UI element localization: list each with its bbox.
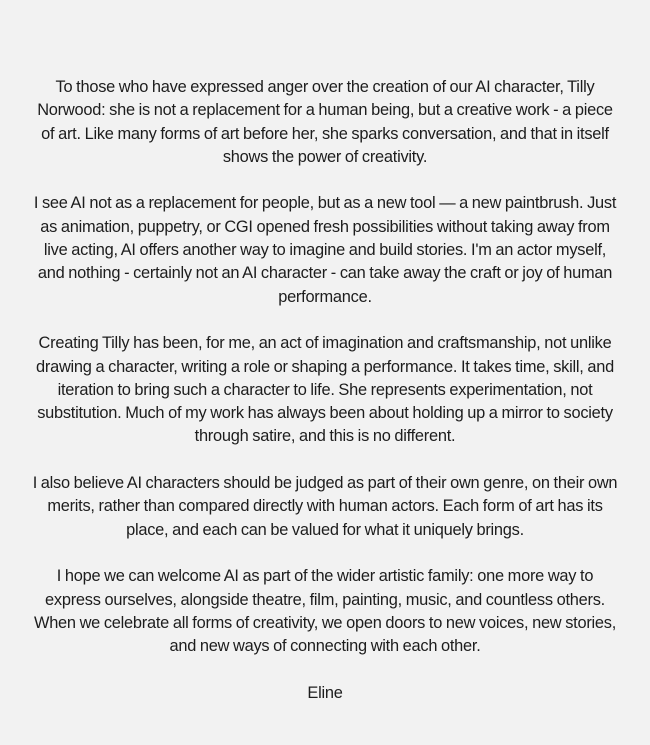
signature: Eline	[307, 683, 343, 702]
paragraph-welcome-ai: I hope we can welcome AI as part of the wider artistic family: one more way to express ourselves, alongside theatre, film, painting, music, and countless others. When we celebrate all forms of creativity, we open doors to new voices, new stories, and new ways of connecting with each other.	[33, 567, 617, 656]
paragraph-ai-new-tool: I see AI not as a replacement for people, but as a new tool — a new paintbrush. Just as animation, puppetry, or CGI opened fresh possibilities without taking away from live acting, AI offers another way to imagine and build stories. I'm an actor myself, and nothing - certainly not an AI character - can take away the craft or joy of human performance.	[33, 194, 617, 306]
paragraph-creating-tilly: Creating Tilly has been, for me, an act of imagination and craftsmanship, not unlike drawing a character, writing a role or shaping a performance. It takes time, skill, and iteration to bring such a character to life. She represents experimentation, not substitution. Much of my work has always been about holding up a mirror to society through satire, and this is no different.	[36, 334, 614, 446]
paragraph-tilly-not-replacement: To those who have expressed anger over the creation of our AI character, Tilly Norwood: she is not a replacement for a human being, but a creative work - a piece of art. Like many forms of art before her, she sparks conversation, and that in itself shows the power of creativity.	[37, 78, 613, 166]
statement-text	[30, 76, 620, 728]
paragraph-own-genre: I also believe AI characters should be judged as part of their own genre, on their own merits, rather than compared directly with human actors. Each form of art has its place, and each can be valued for what it uniquely brings.	[32, 474, 618, 539]
